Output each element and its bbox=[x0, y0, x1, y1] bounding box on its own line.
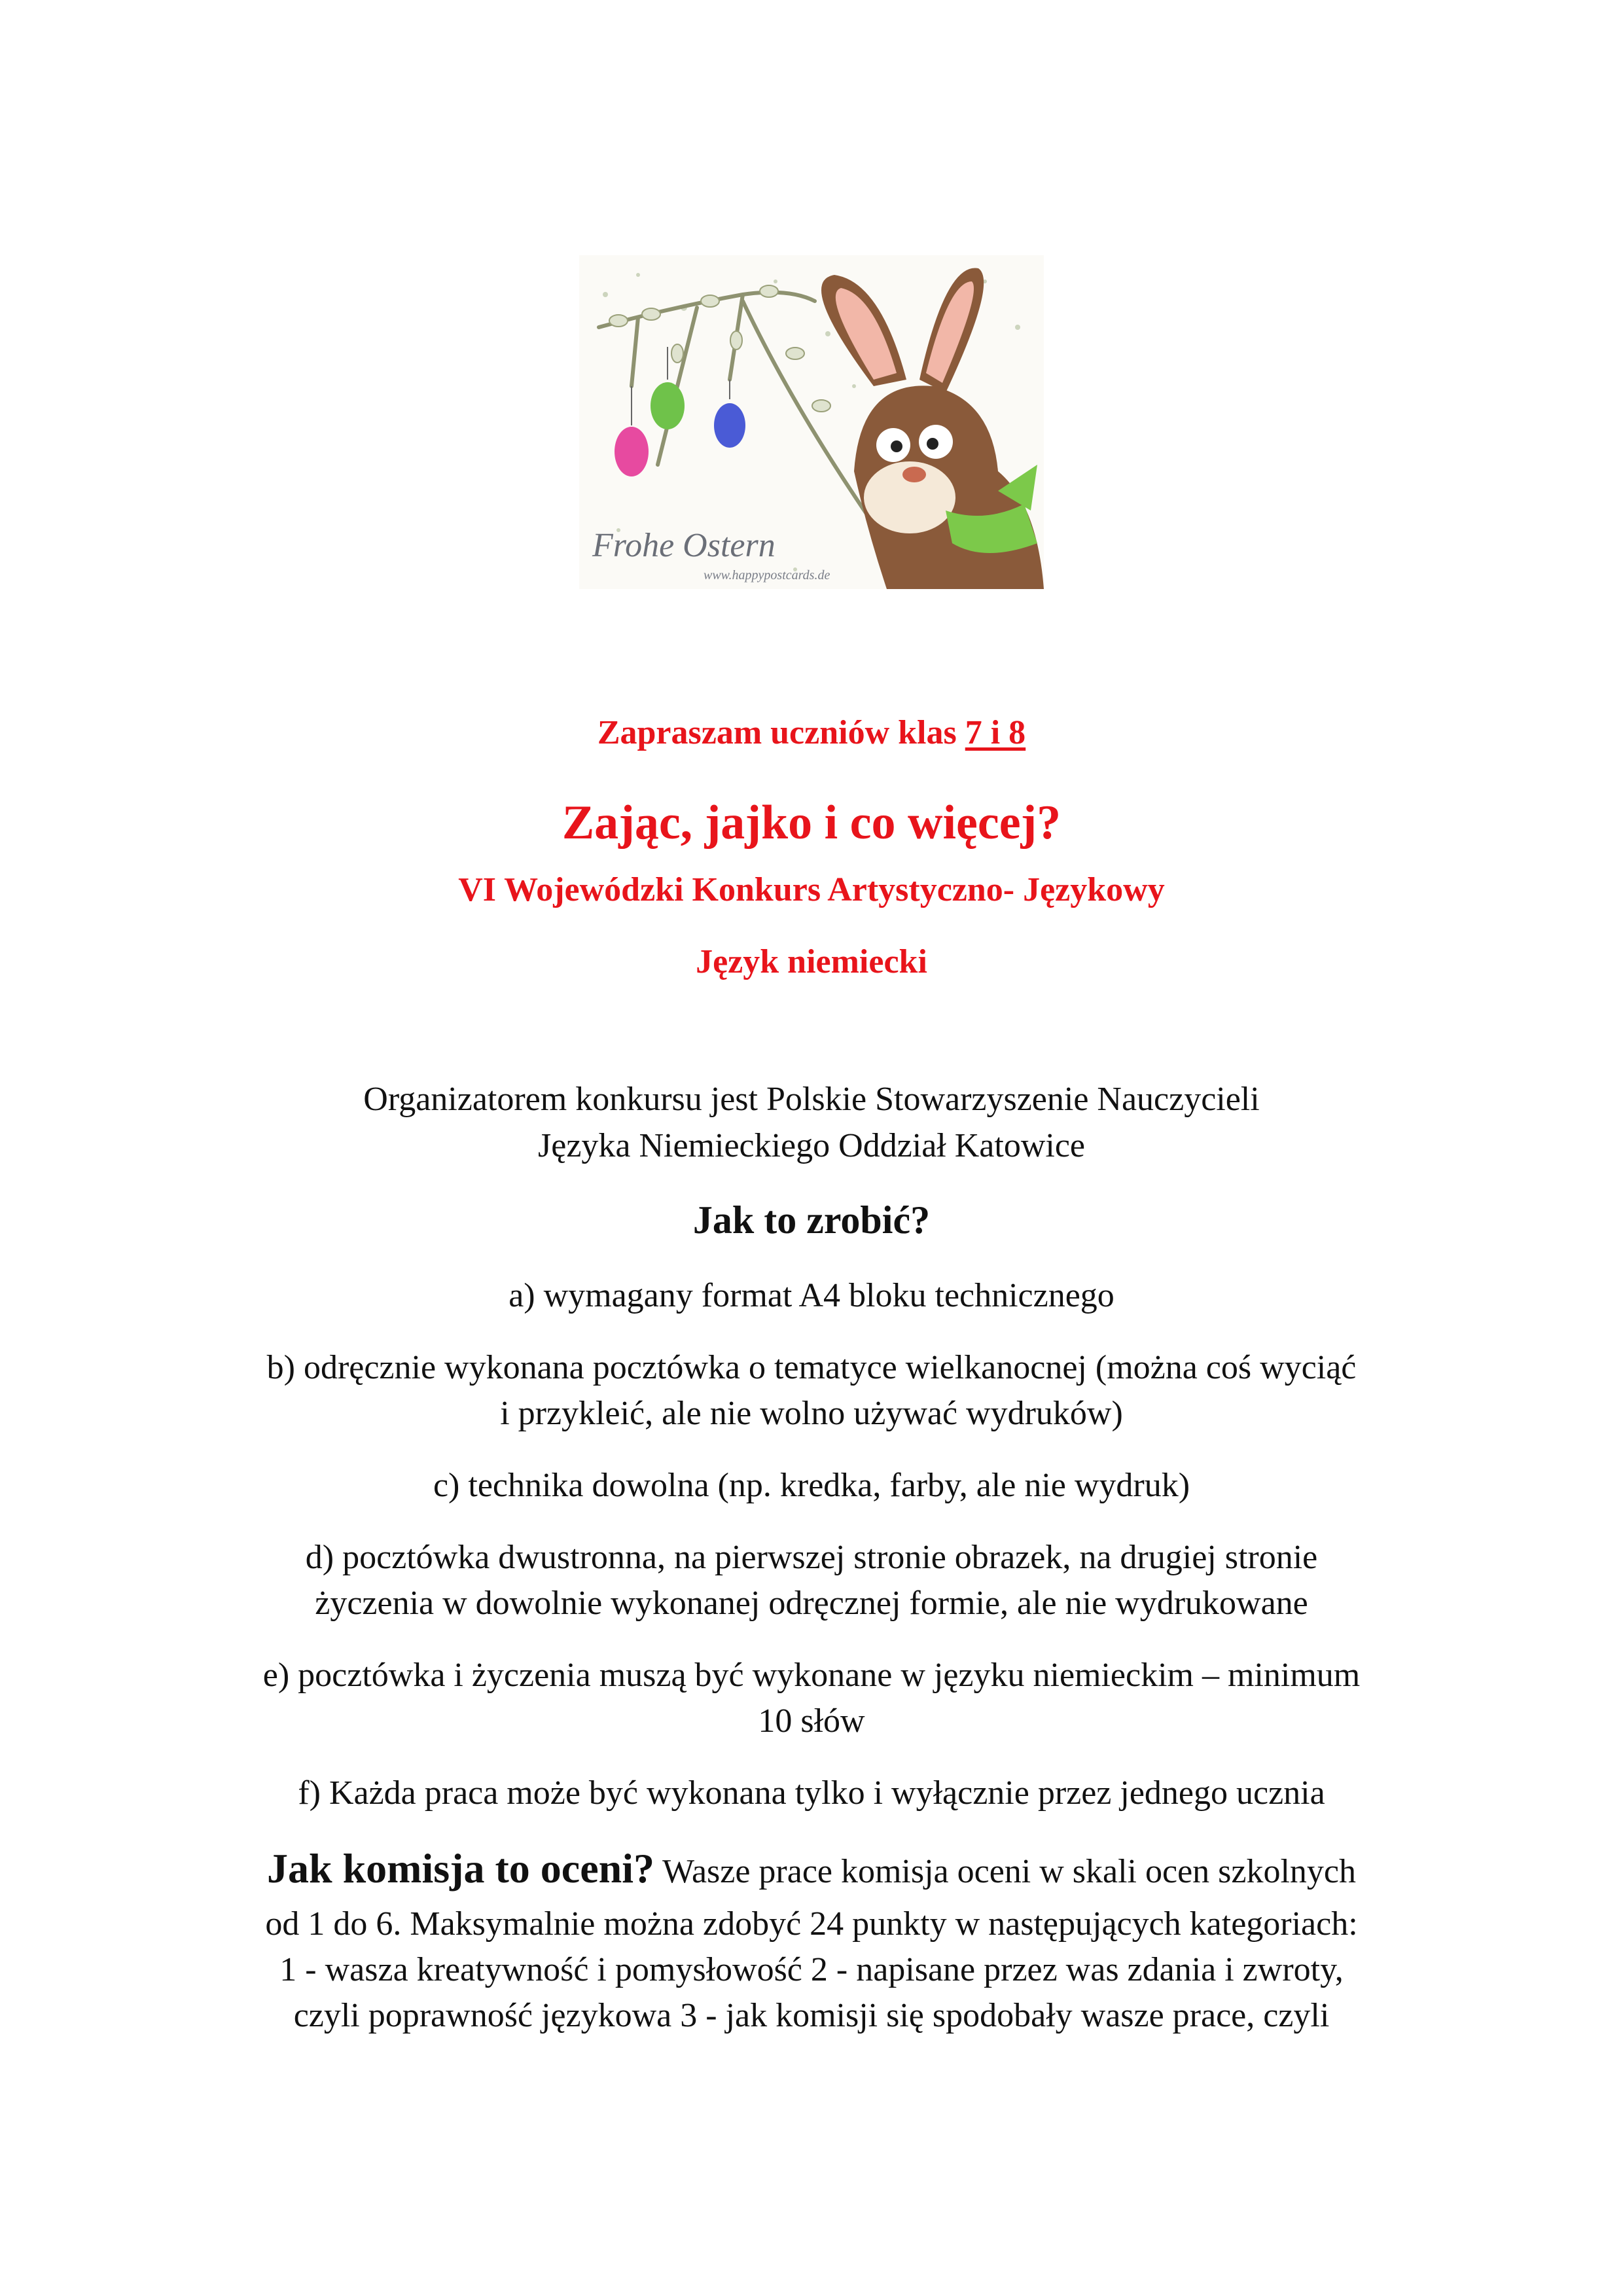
howto-item-d-line-1: d) pocztówka dwustronna, na pierwszej stronie obrazek, na drugiej stronie bbox=[305, 1539, 1318, 1576]
organizer-line-1: Organizatorem konkursu jest Polskie Stowarzyszenie Nauczycieli bbox=[363, 1081, 1260, 1118]
easter-bunny-illustration bbox=[579, 255, 1044, 589]
howto-item-c: c) technika dowolna (np. kredka, farby, ale nie wydruk) bbox=[433, 1467, 1190, 1504]
evaluation-line-3: 1 - wasza kreatywność i pomysłowość 2 - napisane przez was zdania i zwroty, bbox=[279, 1951, 1344, 1988]
green-egg-icon bbox=[651, 382, 685, 429]
postcard-url: www.happypostcards.de bbox=[704, 568, 830, 583]
page-title: Zając, jajko i co więcej? bbox=[562, 796, 1061, 850]
invite-line: Zapraszam uczniów klas 7 i 8 bbox=[597, 714, 1026, 751]
howto-title: Jak to zrobić? bbox=[692, 1198, 931, 1242]
pink-egg-icon bbox=[615, 427, 649, 476]
blue-egg-icon bbox=[714, 403, 745, 448]
evaluation-title: Jak komisja to oceni? bbox=[266, 1845, 654, 1892]
howto-item-b-line-1: b) odręcznie wykonana pocztówka o tematyce wielkanocnej (można coś wyciąć bbox=[266, 1349, 1357, 1386]
howto-item-a: a) wymagany format A4 bloku technicznego bbox=[508, 1277, 1115, 1314]
evaluation-line-1: Jak komisja to oceni? Wasze prace komisja oceni w skali ocen szkolnych bbox=[266, 1845, 1357, 1892]
evaluation-line-4: czyli poprawność językowa 3 - jak komisji się spodobały wasze prace, czyli bbox=[293, 1997, 1330, 2034]
organizer-line-2: Języka Niemieckiego Oddział Katowice bbox=[538, 1127, 1085, 1164]
howto-item-e-line-2: 10 słów bbox=[758, 1702, 865, 1740]
postcard-caption: Frohe Ostern bbox=[592, 527, 776, 564]
evaluation-line-2: od 1 do 6. Maksymalnie można zdobyć 24 punkty w następujących kategoriach: bbox=[265, 1905, 1358, 1943]
invite-classes: 7 i 8 bbox=[965, 714, 1026, 751]
howto-item-f: f) Każda praca może być wykonana tylko i wyłącznie przez jednego ucznia bbox=[298, 1774, 1325, 1812]
contest-language: Język niemiecki bbox=[696, 943, 927, 980]
howto-item-d-line-2: życzenia w dowolnie wykonanej odręcznej formie, ale nie wydrukowane bbox=[315, 1585, 1308, 1622]
howto-item-b-line-2: i przykleić, ale nie wolno używać wydruków) bbox=[500, 1395, 1123, 1432]
howto-item-e-line-1: e) pocztówka i życzenia muszą być wykonane w języku niemieckim – minimum bbox=[262, 1657, 1361, 1694]
contest-name: VI Wojewódzki Konkurs Artystyczno- Językowy bbox=[458, 871, 1165, 908]
